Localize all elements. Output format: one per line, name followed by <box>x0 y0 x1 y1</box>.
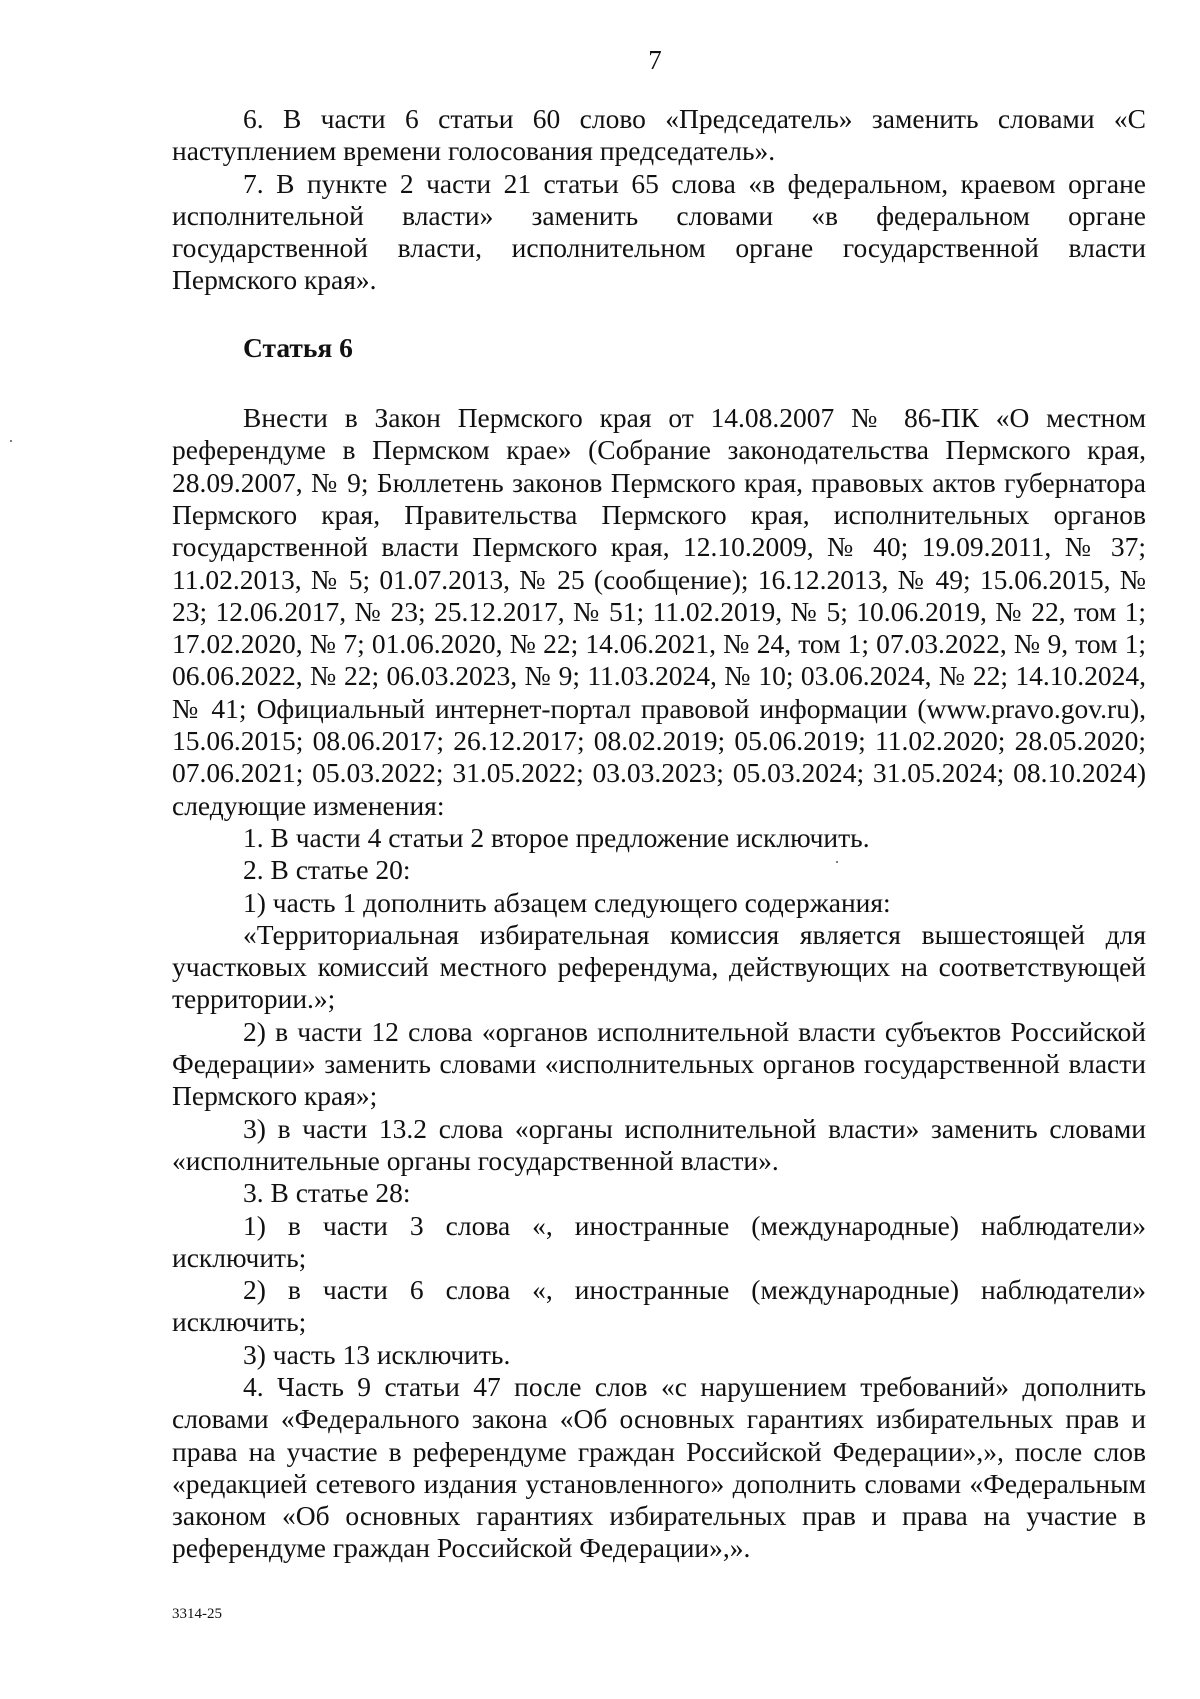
article-heading: Статья 6 <box>243 331 353 363</box>
paragraph: 2. В статье 20: <box>243 854 411 886</box>
scan-speck <box>10 440 12 442</box>
paragraph: «Территориальная избирательная комиссия является вышестоящей для участковых комиссий местного референдума, действующих на соответствующей территории.»; <box>172 918 1146 1015</box>
scan-speck <box>836 861 838 863</box>
paragraph: 7. В пункте 2 части 21 статьи 65 слова «в федеральном, краевом органе исполнительной власти» заменить словами «в федеральном органе государственной власти, исполнительном органе государственной власти Пермского края». <box>172 167 1146 296</box>
paragraph: Внести в Закон Пермского края от 14.08.2007 № 86-ПК «О местном референдуме в Пермском крае» (Собрание законодательства Пермского края, 28.09.2007, № 9; Бюллетень законов Пермского края, правовых актов губернатора Пермского края, Правительства Пермского края, исполнительных органов государственной власти Пермского края, 12.10.2009, № 40; 19.09.2011, № 37; 11.02.2013, № 5; 01.07.2013, № 25 (сообщение); 16.12.2013, № 49; 15.06.2015, № 23; 12.06.2017, № 23; 25.12.2017, № 51; 11.02.2019, № 5; 10.06.2019, № 22, том 1; 17.02.2020, № 7; 01.06.2020, № 22; 14.06.2021, № 24, том 1; 07.03.2022, № 9, том 1; 06.06.2022, № 22; 06.03.2023, № 9; 11.03.2024, № 10; 03.06.2024, № 22; 14.10.2024, № 41; Официальный интернет-портал правовой информации (www.pravo.gov.ru), 15.06.2015; 08.06.2017; 26.12.2017; 08.02.2019; 05.06.2019; 11.02.2020; 28.05.2020; 07.06.2021; 05.03.2022; 31.05.2022; 03.03.2023; 05.03.2024; 31.05.2024; 08.10.2024) следующие изменения: <box>172 402 1146 821</box>
paragraph: 2) в части 12 слова «органов исполнительной власти субъектов Российской Федерации» заменить словами «исполнительных органов государственной власти Пермского края»; <box>172 1015 1146 1112</box>
paragraph: 1. В части 4 статьи 2 второе предложение исключить. <box>243 821 870 853</box>
paragraph: 3) в части 13.2 слова «органы исполнительной власти» заменить словами «исполнительные органы государственной власти». <box>172 1112 1146 1176</box>
paragraph: 6. В части 6 статьи 60 слово «Председатель» заменить словами «С наступлением времени голосования председатель». <box>172 103 1146 167</box>
document-code: 3314-25 <box>172 1606 222 1622</box>
paragraph: 3. В статье 28: <box>243 1177 411 1209</box>
paragraph: 1) часть 1 дополнить абзацем следующего содержания: <box>243 886 891 918</box>
page-number: 7 <box>648 45 662 75</box>
document-body <box>172 103 1146 1565</box>
paragraph: 2) в части 6 слова «, иностранные (международные) наблюдатели» исключить; <box>172 1274 1146 1338</box>
paragraph: 3) часть 13 исключить. <box>243 1338 511 1370</box>
paragraph: 1) в части 3 слова «, иностранные (международные) наблюдатели» исключить; <box>172 1209 1146 1273</box>
paragraph: 4. Часть 9 статьи 47 после слов «с нарушением требований» дополнить словами «Федерального закона «Об основных гарантиях избирательных прав и права на участие в референдуме граждан Российской Федерации»,», после слов «редакцией сетевого издания установленного» дополнить словами «Федеральным законом «Об основных гарантиях избирательных прав и права на участие в референдуме граждан Российской Федерации»,». <box>172 1370 1146 1564</box>
